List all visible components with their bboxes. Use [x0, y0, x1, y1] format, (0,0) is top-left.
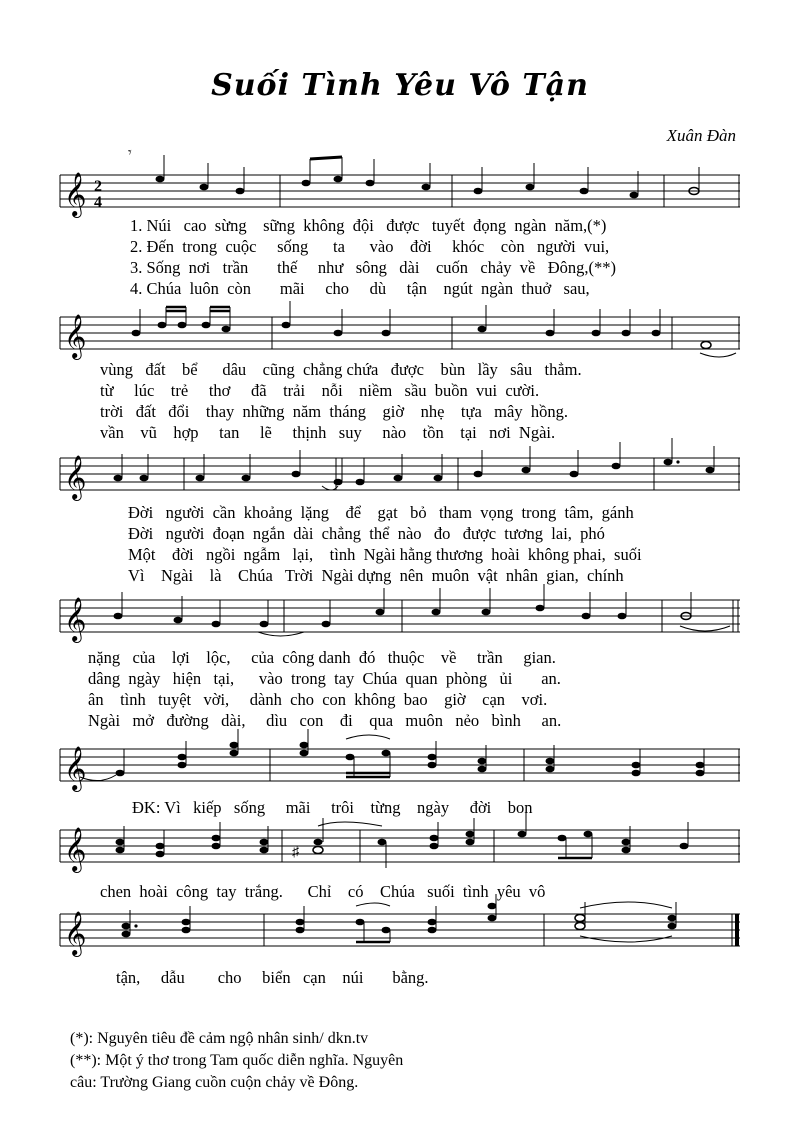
- footnote: (**): Một ý thơ trong Tam quốc diễn nghĩa. Nguyên: [70, 1052, 404, 1069]
- treble-clef-icon: 𝄞: [64, 314, 87, 358]
- lyric-line: Vì Ngài là Chúa Trời Ngài dựng nên muôn vật nhân gian, chính: [128, 566, 624, 585]
- lyric-line: trời đất đổi thay những năm tháng giờ nhẹ tựa mây hồng.: [100, 402, 568, 421]
- lyrics-system-4: [60, 648, 740, 748]
- staff-system-5: [60, 737, 740, 797]
- lyric-line: vùng đất bể dâu cũng chẳng chứa được bùn lầy sâu thẳm.: [100, 360, 582, 379]
- staff-system-6: [60, 818, 740, 878]
- lyric-line: Ngài mở đường dài, dìu con đi qua muôn nẻo bình an.: [88, 711, 562, 730]
- lyric-line: Đời người cần khoảng lặng để gạt bỏ tham vọng trong tâm, gánh: [128, 503, 634, 522]
- treble-clef-icon: 𝄞: [64, 172, 87, 216]
- time-sig-bottom: 4: [94, 194, 102, 211]
- lyric-line: dâng ngày hiện tại, vào trong tay Chúa quan phòng ủi an.: [88, 669, 561, 688]
- lyrics-system-2: [60, 360, 740, 460]
- lyric-line: từ lúc trẻ thơ đã trải nỗi niềm sầu buồn vui cười.: [100, 381, 540, 400]
- treble-clef-icon: 𝄞: [64, 455, 87, 499]
- staff-system-7: [60, 902, 740, 962]
- staff-system-2: [60, 305, 740, 365]
- lyric-line: 2. Đến trong cuộc sống ta vào đời khóc còn người vui,: [130, 237, 610, 256]
- staff-system-3: [60, 446, 740, 506]
- composer: Xuân Đàn: [666, 126, 736, 145]
- lyric-line: tận, dẫu cho biển cạn núi bằng.: [116, 968, 429, 987]
- lyric-line: 1. Núi cao sừng sững không đội được tuyết đọng ngàn năm,(*): [130, 216, 607, 235]
- treble-clef-icon: 𝄞: [64, 911, 87, 955]
- lyric-line: ĐK: Vì kiếp sống mãi trôi từng ngày đời bon: [132, 798, 533, 817]
- song-title: Suối Tình Yêu Vô Tận: [211, 68, 589, 103]
- lyrics-system-1: [60, 216, 740, 316]
- treble-clef-icon: 𝄞: [64, 827, 87, 871]
- footnote: (*): Nguyên tiêu đề cảm ngộ nhân sinh/ dkn.tv: [70, 1030, 369, 1047]
- lyric-line: ân tình tuyệt vời, dành cho con không bao giờ cạn vơi.: [88, 690, 548, 709]
- lyric-line: Đời người đoạn ngắn dài chẳng thể nào đo được tương lai, phó: [128, 524, 605, 543]
- footnote: câu: Trường Giang cuồn cuộn chảy về Đông.: [70, 1074, 359, 1091]
- treble-clef-icon: 𝄞: [64, 597, 87, 641]
- lyric-line: 3. Sống nơi trần thế như sông dài cuốn chảy về Đông,(**): [130, 258, 617, 277]
- sharp-icon: ♯: [292, 845, 299, 860]
- lyric-line: nặng của lợi lộc, của công danh đó thuộc về trần gian.: [88, 648, 556, 667]
- lyric-line: chen hoài công tay trắng. Chỉ có Chúa suối tình yêu vô: [100, 882, 546, 901]
- time-sig-top: 2: [94, 178, 102, 195]
- staff-system-4: [60, 588, 740, 648]
- lyric-line: vần vũ hợp tan lẽ thịnh suy nào tồn tại nơi Ngài.: [100, 423, 556, 442]
- footnotes: [70, 1028, 403, 1094]
- lyric-line: Một đời ngồi ngẫm lại, tình Ngài hằng thương hoài không phai, suối: [128, 545, 642, 564]
- lyric-line: 4. Chúa luôn còn mãi cho dù tận ngút ngàn thuở sau,: [130, 279, 590, 298]
- lyrics-system-7: [60, 968, 740, 1008]
- staff-system-1: [60, 146, 740, 223]
- treble-clef-icon: 𝄞: [64, 746, 87, 790]
- rest-icon: 𝄾: [128, 146, 132, 161]
